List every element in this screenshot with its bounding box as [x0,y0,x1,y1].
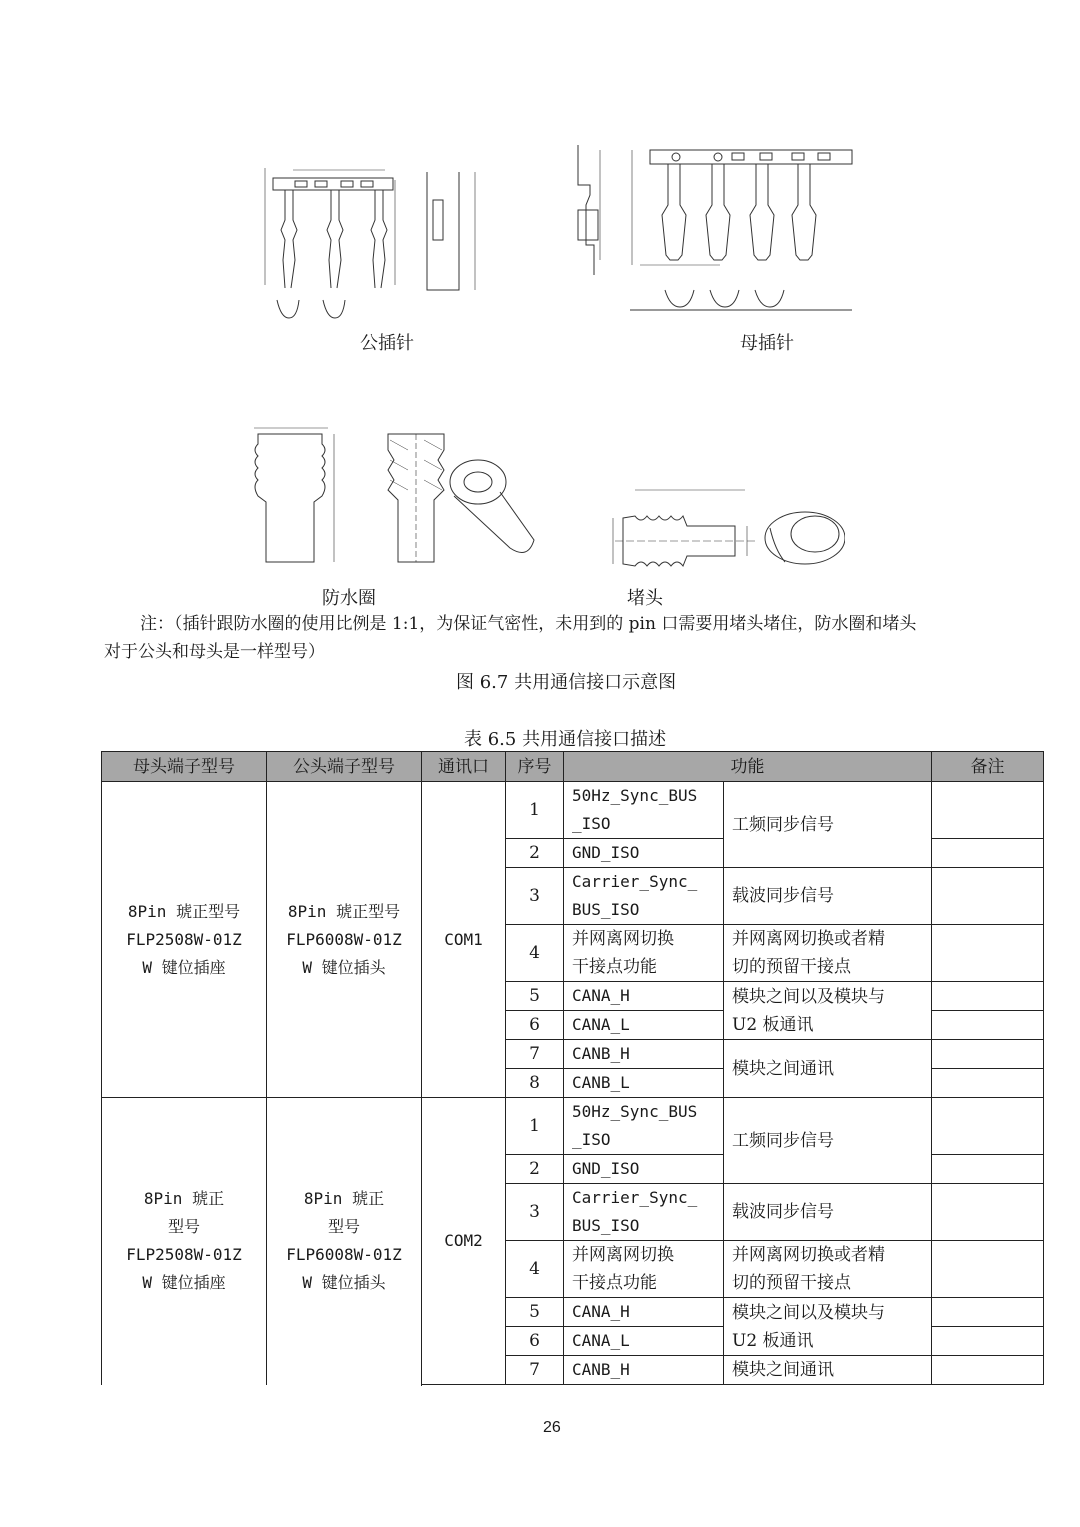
function-cell: 并网离网切换或者精 切的预留干接点 [724,1241,932,1298]
interface-table [101,751,1044,1385]
row-number: 8 [506,1069,564,1098]
page-number: 26 [543,1419,561,1436]
note-line-1: 注：（插针跟防水圈的使用比例是 1:1，为保证气密性，未用到的 pin 口需要用堵头堵住，防水圈和堵头 [140,614,917,634]
signal-cell: Carrier_Sync_ BUS_ISO [564,1184,724,1241]
function-cell: 模块之间以及模块与 U2 板通讯 [724,982,932,1040]
signal-cell: 50Hz_Sync_BUS _ISO [564,1098,724,1155]
remark-cell [932,1098,1044,1155]
row-number: 4 [506,1241,564,1298]
signal-cell: CANA_L [564,1011,724,1040]
signal-cell: 并网离网切换 干接点功能 [564,925,724,982]
group1-port-cell: COM1 [422,782,506,1098]
signal-cell: GND_ISO [564,1155,724,1184]
remark-cell [932,925,1044,982]
female-pin-caption: 母插针 [740,333,794,354]
function-cell: 载波同步信号 [724,1184,932,1241]
row-number: 7 [506,1356,564,1385]
header-female: 母头端子型号 [102,752,267,782]
remark-cell [932,1327,1044,1356]
group2-male-cell: 8Pin 琥正 型号 FLP6008W-01Z W 键位插头 [267,1098,422,1385]
group1-male-cell: 8Pin 琥正型号 FLP6008W-01Z W 键位插头 [267,782,422,1098]
row-number: 2 [506,839,564,868]
signal-cell: CANB_L [564,1069,724,1098]
remark-cell [932,1184,1044,1241]
function-cell: 工频同步信号 [724,782,932,868]
header-remark: 备注 [932,752,1044,782]
seal-caption: 防水圈 [322,588,376,609]
note-line-2: 对于公头和母头是一样型号） [104,642,325,662]
male-pin-drawing [245,160,500,325]
row-number: 1 [506,1098,564,1155]
row-number: 1 [506,782,564,839]
function-cell: 并网离网切换或者精 切的预留干接点 [724,925,932,982]
signal-cell: CANB_H [564,1356,724,1385]
remark-cell [932,1298,1044,1327]
signal-cell: 并网离网切换 干接点功能 [564,1241,724,1298]
signal-cell: CANA_H [564,982,724,1011]
signal-cell: GND_ISO [564,839,724,868]
remark-cell [932,1011,1044,1040]
plug-drawing [605,480,845,575]
signal-cell: CANA_L [564,1327,724,1356]
row-number: 3 [506,868,564,925]
remark-cell [932,1069,1044,1098]
female-pin-drawing [570,135,855,320]
function-cell: 模块之间以及模块与 U2 板通讯 [724,1298,932,1356]
remark-cell [932,1241,1044,1298]
figure-caption: 图 6.7 共用通信接口示意图 [456,672,677,693]
header-port: 通讯口 [422,752,506,782]
table-header-row [102,752,1044,782]
function-cell: 工频同步信号 [724,1098,932,1184]
remark-cell [932,868,1044,925]
row-number: 2 [506,1155,564,1184]
function-cell: 模块之间通讯 [724,1040,932,1098]
row-number: 3 [506,1184,564,1241]
function-cell: 载波同步信号 [724,868,932,925]
header-function: 功能 [564,752,932,782]
male-pin-caption: 公插针 [360,333,414,354]
row-number: 5 [506,1298,564,1327]
header-no: 序号 [506,752,564,782]
signal-cell: 50Hz_Sync_BUS _ISO [564,782,724,839]
group2-port-cell: COM2 [422,1098,506,1385]
table-caption: 表 6.5 共用通信接口描述 [464,729,667,750]
row-number: 7 [506,1040,564,1069]
signal-cell: CANA_H [564,1298,724,1327]
signal-cell: Carrier_Sync_ BUS_ISO [564,868,724,925]
function-cell: 模块之间通讯 [724,1356,932,1385]
row-number: 4 [506,925,564,982]
row-number: 6 [506,1327,564,1356]
remark-cell [932,839,1044,868]
remark-cell [932,1040,1044,1069]
signal-cell: CANB_H [564,1040,724,1069]
row-number: 5 [506,982,564,1011]
header-male: 公头端子型号 [267,752,422,782]
plug-caption: 堵头 [627,588,663,609]
remark-cell [932,1155,1044,1184]
row-number: 6 [506,1011,564,1040]
remark-cell [932,1356,1044,1385]
seal-drawing [248,420,548,575]
remark-cell [932,782,1044,839]
group2-female-cell: 8Pin 琥正 型号 FLP2508W-01Z W 键位插座 [102,1098,267,1385]
remark-cell [932,982,1044,1011]
group1-female-cell: 8Pin 琥正型号 FLP2508W-01Z W 键位插座 [102,782,267,1098]
